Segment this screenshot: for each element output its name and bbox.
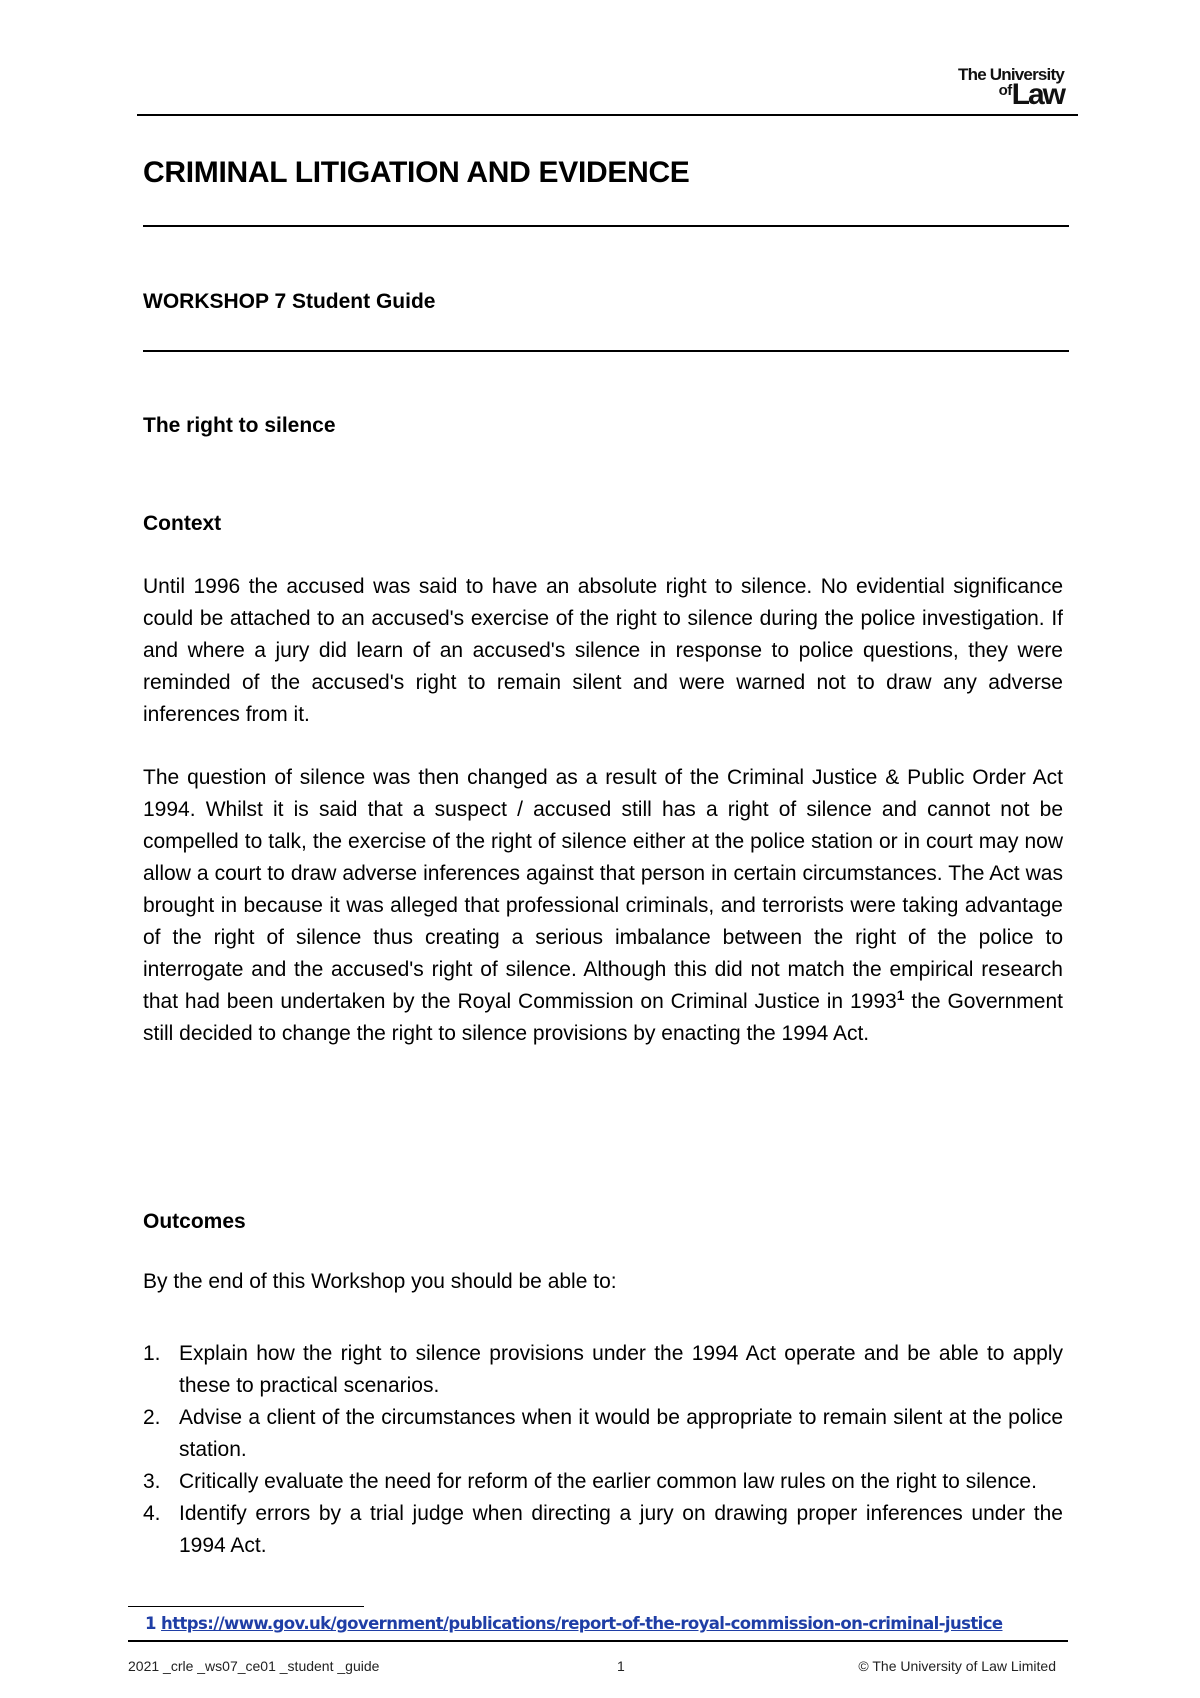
outcome-number: 3. (143, 1470, 161, 1493)
logo-text-of: of (998, 82, 1012, 99)
context-paragraph-1: Until 1996 the accused was said to have an absolute right to silence. No evidential significance could be attached to an accused's exercise of the right to silence during the police investigation. If and where a jury did learn of an accused's silence in response to police questions, they were reminded of the accused's right to remain silent and were warned not to draw any adverse inferences from it. (143, 575, 1063, 726)
footnote-reference[interactable]: 1 (896, 987, 905, 1003)
header-divider (137, 114, 1078, 116)
footnote-link[interactable]: https://www.gov.uk/government/publications/report-of-the-royal-commission-on-criminal-justice (161, 1614, 1003, 1633)
footer-copyright: © The University of Law Limited (858, 1658, 1056, 1674)
logo-text-top: The University (958, 65, 1064, 84)
footnote-separator (128, 1606, 364, 1607)
outcome-item (143, 1498, 1063, 1562)
context-paragraph-2-main: The question of silence was then changed as a result of the Criminal Justice & Public Order Act 1994. Whilst it is said that a suspect / accused still has a right of silence and cannot not be compelled to talk, the exercise of the right of silence either at the police station or in court may now allow a court to draw adverse inferences against that person in certain circumstances. The Act was brought in because it was alleged that professional criminals, and terrorists were taking advantage of the right of silence thus creating a serious imbalance between the right of the police to interrogate and the accused's right of silence. Although this did not match the empirical research that had been undertaken by the Royal Commission on Criminal Justice in 1993 (143, 766, 1063, 1013)
subtitle-divider (143, 350, 1069, 352)
outcome-text: Advise a client of the circumstances when it would be appropriate to remain silent at the police station. (179, 1406, 1063, 1461)
footnote (145, 1614, 1002, 1633)
footer-page-number: 1 (617, 1658, 625, 1674)
logo-text-bottom (958, 80, 1064, 110)
outcome-text: Explain how the right to silence provisions under the 1994 Act operate and be able to apply these to practical scenarios. (179, 1342, 1063, 1397)
outcomes-heading: Outcomes (143, 1210, 246, 1233)
footer-doc-code: 2021 _crle _ws07_ce01 _student _guide (128, 1658, 380, 1674)
document-title: CRIMINAL LITIGATION AND EVIDENCE (143, 156, 690, 189)
footnote-number: 1 (145, 1614, 156, 1633)
topic-heading: The right to silence (143, 414, 336, 437)
context-heading: Context (143, 512, 222, 535)
outcome-number: 1. (143, 1342, 161, 1365)
outcome-text: Critically evaluate the need for reform of the earlier common law rules on the right to silence. (179, 1470, 1037, 1493)
outcome-item (143, 1402, 1063, 1466)
university-logo (958, 66, 1064, 110)
outcome-number: 4. (143, 1502, 161, 1525)
context-paragraph-2 (143, 762, 1063, 1050)
outcome-item (143, 1338, 1063, 1402)
document-subtitle: WORKSHOP 7 Student Guide (143, 290, 436, 313)
outcome-text: Identify errors by a trial judge when directing a jury on drawing proper inferences under the 1994 Act. (179, 1502, 1063, 1557)
outcome-number: 2. (143, 1406, 161, 1429)
outcomes-list (143, 1338, 1063, 1562)
outcomes-intro: By the end of this Workshop you should be able to: (143, 1270, 617, 1293)
outcome-item (143, 1466, 1063, 1498)
title-divider (143, 225, 1069, 227)
logo-text-law: Law (1011, 78, 1064, 111)
footer-divider (128, 1640, 1068, 1642)
context-paragraph-2-end: the Government still decided to change the right to silence provisions by enacting the 1994 Act. (143, 990, 1063, 1045)
